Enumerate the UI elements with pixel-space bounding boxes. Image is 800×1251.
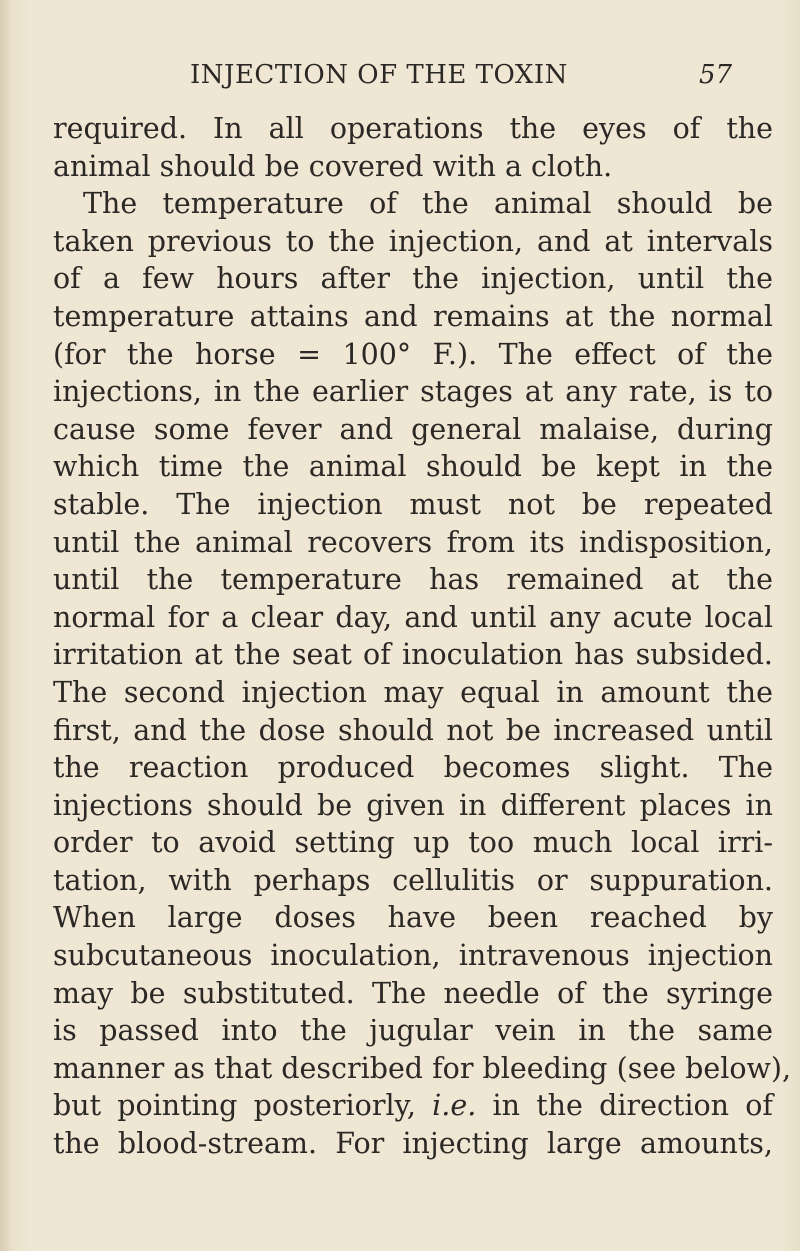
text-line: required. In all operations the eyes of the <box>53 112 773 145</box>
text-line: cause some fever and general malaise, during <box>53 412 773 446</box>
text-line: the reaction produced becomes slight. The <box>53 751 773 785</box>
body-text <box>53 110 792 1163</box>
text-line: irritation at the seat of inoculation has subsided. <box>53 638 773 672</box>
text-line: stable. The injection must not be repeated <box>53 487 773 521</box>
text-line: The temperature of the animal should be <box>83 187 773 221</box>
text-line: injections, in the earlier stages at any rate, is to <box>53 375 773 409</box>
text-line: animal should be covered with a cloth. <box>53 149 613 183</box>
text-line: which time the animal should be kept in the <box>53 450 773 484</box>
running-head-title: INJECTION OF THE TOXIN <box>190 60 568 90</box>
text-run-italic: i.e. <box>432 1089 477 1123</box>
text-line: When large doses have been reached by <box>53 901 773 935</box>
text-line: is passed into the jugular vein in the same <box>53 1014 773 1048</box>
page-number: 57 <box>699 60 733 90</box>
text-line: may be substituted. The needle of the syringe <box>53 976 773 1010</box>
text-line: tation, with perhaps cellulitis or suppuration. <box>53 863 773 897</box>
text-run: in the direction of <box>476 1089 773 1123</box>
page-header <box>0 58 800 98</box>
text-line: until the animal recovers from its indisposition, <box>53 525 773 559</box>
text-line: until the temperature has remained at the <box>53 563 773 597</box>
text-line: first, and the dose should not be increased until <box>53 713 773 747</box>
text-line: The second injection may equal in amount the <box>53 675 773 709</box>
text-line-mixed <box>53 1087 773 1125</box>
text-line: temperature attains and remains at the normal <box>53 299 773 333</box>
text-line: the blood-stream. For injecting large amounts, <box>53 1127 773 1161</box>
text-line: manner as that described for bleeding (see below), <box>53 1051 792 1085</box>
text-line: normal for a clear day, and until any acute local <box>53 600 773 634</box>
text-line: (for the horse = 100° F.). The effect of the <box>53 337 773 371</box>
text-line: order to avoid setting up too much local irri- <box>53 826 773 860</box>
text-line: taken previous to the injection, and at intervals <box>53 224 773 258</box>
text-line: subcutaneous inoculation, intravenous injection <box>53 939 773 973</box>
text-run: but pointing posteriorly, <box>53 1089 433 1123</box>
page-gutter-edge <box>0 0 10 1251</box>
text-line: of a few hours after the injection, until the <box>53 262 773 296</box>
text-line: injections should be given in different places in <box>53 788 773 822</box>
